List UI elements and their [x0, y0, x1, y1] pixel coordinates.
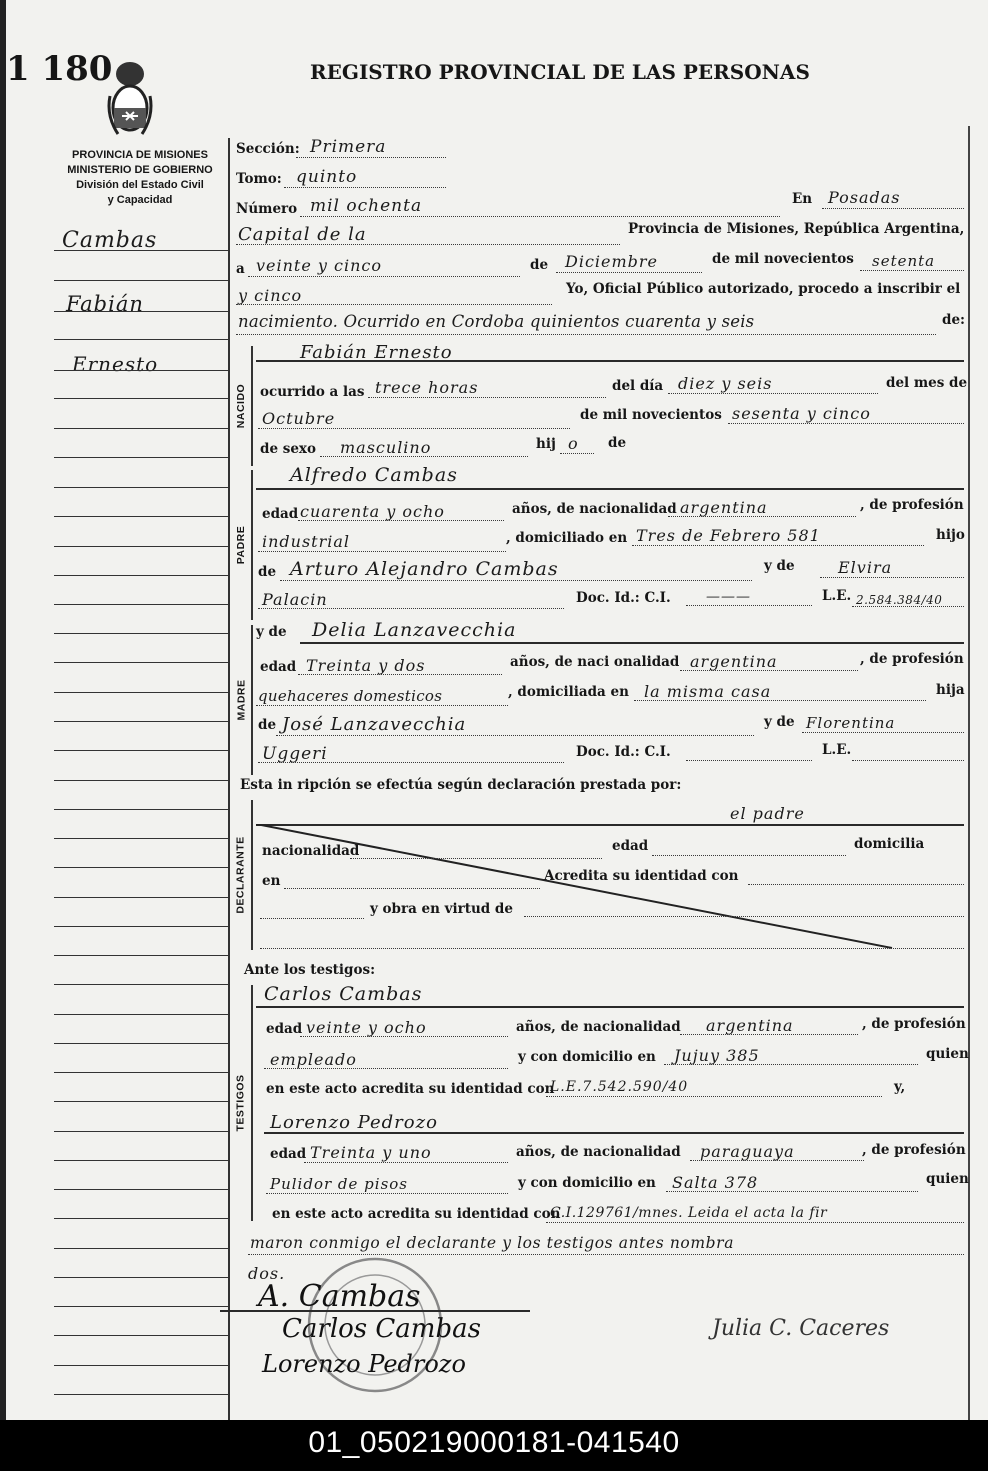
madre-dom-label: , domiciliada en: [508, 684, 629, 700]
padre-nombre-value: Alfredo Cambas: [290, 464, 458, 486]
padre-le-value: 2.584.384/40: [856, 593, 943, 607]
form-right-rule: [968, 126, 970, 1420]
rule: [690, 1160, 864, 1161]
t2-prof-value: Pulidor de pisos: [270, 1175, 408, 1193]
bracket: [251, 346, 253, 466]
t2-prof-label: , de profesión: [862, 1142, 966, 1158]
t2-nac-label: años, de nacionalidad: [516, 1144, 681, 1160]
acredita-label: Acredita su identidad con: [544, 868, 739, 884]
t1-nac-label: años, de nacionalidad: [516, 1019, 681, 1035]
rule: [236, 304, 552, 305]
rule: [276, 735, 754, 736]
hora-value: trece horas: [375, 378, 479, 397]
signature-witness-1: Carlos Cambas: [282, 1314, 481, 1344]
t2-quien-label: quien: [926, 1171, 969, 1187]
rule: [258, 608, 564, 609]
t1-prof-value: empleado: [270, 1050, 357, 1069]
madre-edad-label: edad: [260, 659, 297, 675]
folio-number: 1 180: [6, 49, 113, 89]
barcode-label: 01_050219000181-041540: [308, 1426, 680, 1459]
madre-de-label: de: [258, 717, 277, 733]
madre-dom-value: la misma casa: [644, 682, 772, 701]
rule: [860, 270, 964, 271]
rule: [524, 916, 964, 917]
rule: [236, 244, 620, 245]
rule: [822, 208, 964, 209]
tomo-value: quinto: [296, 167, 358, 187]
rule: [632, 545, 924, 546]
rule: [266, 1193, 508, 1194]
rule: [668, 516, 856, 517]
rule: [666, 1191, 918, 1192]
de-label: de: [530, 257, 549, 273]
padre-madre-value-2: Palacin: [262, 590, 328, 609]
hij-suffix-value: o: [568, 434, 579, 453]
domicilia-label: domicilia: [854, 836, 925, 852]
rule: [260, 918, 364, 919]
nacimiento-value: nacimiento. Ocurrido en Cordoba quinientos cuarenta y seis: [238, 312, 755, 331]
section-madre: MADRE: [235, 679, 247, 721]
lugar-value: Posadas: [828, 188, 901, 207]
rule: [300, 1036, 508, 1037]
rule: [256, 360, 964, 362]
madre-y-de-label: y de: [256, 624, 287, 640]
declarante-value: el padre: [730, 804, 805, 823]
rule: [296, 157, 446, 158]
t2-dom-label: y con domicilio en: [518, 1175, 656, 1191]
madre-doc-label: Doc. Id.: C.I.: [576, 744, 671, 760]
oficial-label: Yo, Oficial Público autorizado, procedo a inscribir el: [566, 281, 961, 297]
en-decl-label: en: [262, 873, 281, 889]
hij-label: hij: [536, 436, 556, 452]
de2-label: de: [608, 435, 627, 451]
rule: [284, 187, 446, 188]
margin-surname: Cambas: [62, 228, 158, 253]
padre-madre-value: Elvira: [838, 558, 893, 577]
argentine-coat-of-arms-icon: [106, 56, 154, 142]
t1-edad-value: veinte y ocho: [306, 1018, 427, 1037]
testigo2-nombre-value: Lorenzo Pedrozo: [270, 1112, 438, 1133]
signature-father: A. Cambas: [258, 1279, 421, 1314]
cierre-line-2: dos.: [248, 1264, 286, 1283]
de-colon-label: de:: [942, 312, 966, 328]
rule: [280, 580, 752, 581]
rule: [546, 1096, 882, 1097]
ministry-line: PROVINCIA DE MISIONES: [72, 149, 208, 161]
t2-edad-label: edad: [270, 1146, 307, 1162]
seccion-label: Sección:: [236, 141, 300, 157]
rule: [256, 1006, 964, 1008]
padre-doc-label: Doc. Id.: C.I.: [576, 590, 671, 606]
padre-ci-value: ———: [706, 589, 751, 605]
rule: [546, 1222, 964, 1223]
margin-middle-name: Ernesto: [72, 352, 159, 376]
signature-officer: Julia C. Caceres: [712, 1316, 890, 1341]
numero-value: mil ochenta: [310, 196, 423, 216]
ocurrido-label: ocurrido a las: [260, 384, 365, 400]
padre-prof-value: industrial: [262, 532, 351, 551]
t1-edad-label: edad: [266, 1021, 303, 1037]
t1-acredita-label: en este acto acredita su identidad con: [266, 1081, 555, 1097]
padre-le-label: L.E.: [822, 588, 852, 604]
testigo1-nombre-value: Carlos Cambas: [264, 983, 423, 1005]
t1-doc-value: L.E.7.542.590/40: [550, 1079, 689, 1095]
tomo-label: Tomo:: [236, 171, 282, 187]
rule: [652, 855, 846, 856]
rule: [300, 642, 964, 644]
rule: [664, 1064, 918, 1065]
sexo-label: de sexo: [260, 441, 316, 457]
page-title: REGISTRO PROVINCIAL DE LAS PERSONAS: [310, 60, 810, 84]
rule: [368, 397, 606, 398]
inscripcion-label: Esta in ripción se efectúa según declaración prestada por:: [240, 777, 682, 793]
madre-prof-label: , de profesión: [860, 651, 964, 667]
sexo-value: masculino: [340, 438, 432, 457]
seccion-value: Primera: [310, 137, 387, 157]
t2-edad-value: Treinta y uno: [310, 1143, 432, 1162]
rule: [748, 884, 964, 885]
anio-acta-value-2: y cinco: [238, 286, 303, 305]
t2-nac-value: paraguaya: [700, 1142, 795, 1161]
bracket: [251, 800, 253, 950]
numero-label: Número: [236, 201, 298, 217]
padre-edad-label: edad: [262, 506, 299, 522]
t1-dom-label: y con domicilio en: [518, 1049, 656, 1065]
t1-y-label: y,: [894, 1079, 906, 1095]
bracket: [251, 985, 253, 1221]
dia-acta-value: veinte y cinco: [256, 256, 383, 275]
nacionalidad-label: nacionalidad: [262, 843, 360, 859]
anio-acta-value: setenta: [872, 252, 936, 270]
rule: [256, 488, 964, 490]
ministry-line: MINISTERIO DE GOBIERNO: [67, 164, 213, 176]
rule: [686, 605, 812, 606]
rule: [820, 577, 964, 578]
ministry-line: División del Estado Civil: [76, 179, 204, 191]
t2-acredita-label: en este acto acredita su identidad con: [272, 1206, 561, 1222]
madre-nac-label: años, de naci onalidad: [510, 654, 680, 670]
padre-dom-label: , domiciliado en: [506, 530, 628, 546]
mes-nac-value: Octubre: [262, 409, 336, 428]
rule: [680, 670, 858, 671]
madre-edad-value: Treinta y dos: [306, 656, 426, 675]
madre-le-label: L.E.: [822, 742, 852, 758]
rule: [300, 216, 780, 217]
madre-nombre-value: Delia Lanzavecchia: [312, 619, 517, 641]
cierre-line-1: maron conmigo el declarante y los testigos antes nombra: [250, 1234, 735, 1252]
obra-label: y obra en virtud de: [370, 901, 513, 917]
section-testigos: TESTIGOS: [235, 1074, 247, 1132]
t1-nac-value: argentina: [706, 1016, 794, 1035]
rule: [236, 334, 936, 335]
t2-dom-value: Salta 378: [672, 1173, 759, 1192]
t1-dom-value: Jujuy 385: [674, 1046, 760, 1065]
ministry-line: y Capacidad: [107, 194, 173, 206]
padre-de-label: de: [258, 564, 277, 580]
mes-acta-value: Diciembre: [565, 252, 659, 271]
t2-doc-value: C.I.129761/mnes. Leida el acta la fir: [550, 1205, 828, 1221]
rule: [298, 520, 504, 521]
rule: [556, 272, 702, 273]
rule: [258, 762, 564, 763]
padre-padre-value: Arturo Alejandro Cambas: [290, 558, 559, 580]
rule: [248, 276, 520, 277]
a-label: a: [236, 261, 245, 277]
del-dia-label: del día: [612, 378, 664, 394]
rule: [802, 732, 964, 733]
rule: [284, 888, 540, 889]
capital-value: Capital de la: [238, 224, 367, 245]
padre-dom-value: Tres de Febrero 581: [636, 526, 821, 545]
rule: [680, 1034, 858, 1035]
rule: [668, 393, 878, 394]
ministry-block: [52, 148, 228, 208]
signature-witness-2: Lorenzo Pedrozo: [262, 1350, 466, 1378]
edad-decl-label: edad: [612, 838, 649, 854]
madre-madre-value: Florentina: [806, 714, 896, 732]
madre-madre-value-2: Uggeri: [262, 744, 328, 764]
madre-prof-value: quehaceres domesticos: [258, 687, 443, 705]
rule: [686, 760, 812, 761]
hija-label: hija: [936, 682, 965, 698]
anio-nac-value: sesenta y cinco: [732, 404, 871, 423]
ante-testigos-label: Ante los testigos:: [244, 962, 376, 978]
padre-prof-label: , de profesión: [860, 497, 964, 513]
section-nacido: NACIDO: [235, 383, 248, 429]
rule: [852, 760, 964, 761]
rule: [634, 700, 926, 701]
rule: [852, 606, 964, 607]
bracket: [251, 470, 253, 620]
rule: [298, 674, 502, 675]
rule: [350, 858, 602, 859]
t1-quien-label: quien: [926, 1046, 969, 1062]
rule: [260, 948, 964, 949]
madre-nac-value: argentina: [690, 652, 778, 671]
nombre-nacido-value: Fabián Ernesto: [300, 342, 453, 363]
padre-nac-label: años, de nacionalidad: [512, 501, 677, 517]
section-padre: PADRE: [235, 525, 248, 565]
provincia-label: Provincia de Misiones, República Argentina,: [628, 221, 965, 237]
form-left-rule: [228, 138, 230, 1420]
rule: [320, 456, 528, 457]
madre-padre-value: José Lanzavecchia: [282, 714, 467, 735]
rule: [728, 423, 964, 424]
margin-first-name: Fabián: [66, 292, 144, 316]
padre-nac-value: argentina: [680, 498, 768, 517]
en-label: En: [792, 191, 813, 207]
rule: [220, 1310, 530, 1312]
rule: [264, 1068, 508, 1069]
rule: [258, 551, 506, 552]
padre-edad-value: cuarenta y ocho: [300, 502, 445, 521]
hijo-label: hijo: [936, 527, 965, 543]
rule: [560, 453, 594, 454]
rule: [304, 1162, 508, 1163]
padre-y-de-label: y de: [764, 558, 795, 574]
madre-y-de-label-2: y de: [764, 714, 795, 730]
del-mes-label: del mes de: [886, 375, 968, 391]
rule: [256, 705, 508, 706]
rule: [258, 428, 570, 429]
rule: [264, 1132, 964, 1134]
mil-nov-label: de mil novecientos: [580, 407, 722, 423]
t1-prof-label: , de profesión: [862, 1016, 966, 1032]
mil-novecientos-label: de mil novecientos: [712, 251, 854, 267]
section-declarante: DECLARANTE: [235, 836, 247, 914]
bracket: [251, 625, 253, 775]
dia-nac-value: diez y seis: [678, 374, 773, 393]
